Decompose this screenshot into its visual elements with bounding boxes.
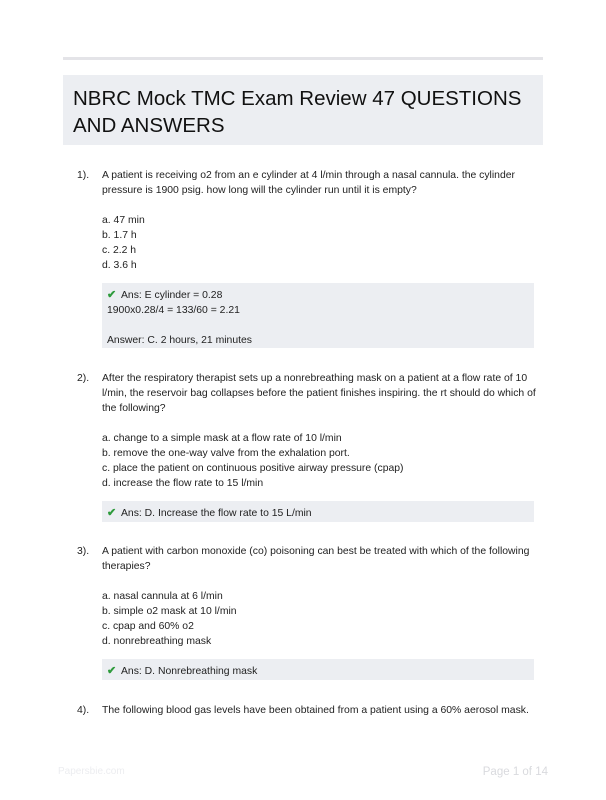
options-list (102, 589, 237, 649)
question-text: A patient is receiving o2 from an e cylinder at 4 l/min through a nasal cannula. the cylinder pressure is 1900 psig. how long will the cylinder run until it is empty? (102, 170, 515, 196)
answer-box (102, 501, 534, 522)
answer-text: Ans: E cylinder = 0.28 (121, 290, 223, 301)
answer-text (107, 318, 534, 333)
option-item: b. simple o2 mask at 10 l/min (102, 606, 237, 617)
check-icon: ✔ (107, 289, 117, 301)
option-item: b. 1.7 h (102, 230, 137, 241)
option-item: b. remove the one-way valve from the exhalation port. (102, 448, 350, 459)
answer-text: 1900x0.28/4 = 133/60 = 2.21 (107, 305, 240, 316)
check-icon: ✔ (107, 507, 117, 519)
option-item: c. 2.2 h (102, 245, 137, 256)
top-divider (63, 57, 543, 60)
option-item: d. nonrebreathing mask (102, 636, 212, 647)
options-list (102, 431, 404, 491)
option-item: c. cpap and 60% o2 (102, 621, 194, 632)
check-icon: ✔ (107, 665, 117, 677)
question-number: 4). (77, 705, 90, 716)
option-item: a. nasal cannula at 6 l/min (102, 591, 223, 602)
answer-text: Ans: D. Nonrebreathing mask (121, 666, 258, 677)
option-item: a. change to a simple mask at a flow rate of 10 l/min (102, 433, 342, 444)
footer-watermark: Papersbie.com (58, 766, 125, 777)
options-list (102, 213, 145, 273)
document-title: NBRC Mock TMC Exam Review 47 QUESTIONS AND ANSWERS (73, 87, 522, 137)
option-item: d. 3.6 h (102, 260, 137, 271)
question-number: 3). (77, 546, 90, 557)
option-item: c. place the patient on continuous positive airway pressure (cpap) (102, 463, 404, 474)
question-text: A patient with carbon monoxide (co) poisoning can best be treated with which of the following therapies? (102, 546, 530, 572)
question-text: The following blood gas levels have been obtained from a patient using a 60% aerosol mask. (102, 705, 529, 716)
answer-text: Ans: D. Increase the flow rate to 15 L/min (121, 508, 312, 519)
answer-box (102, 659, 534, 680)
option-item: d. increase the flow rate to 15 l/min (102, 478, 264, 489)
page-number: Page 1 of 14 (482, 766, 548, 778)
title-banner (63, 75, 543, 145)
option-item: a. 47 min (102, 215, 145, 226)
answer-box (102, 283, 534, 348)
question-text: After the respiratory therapist sets up a nonrebreathing mask on a patient at a flow rate of 10 l/min, the reservoir bag collapses before the patient finishes inspiring. the rt should do which of the following? (102, 373, 536, 414)
answer-text: Answer: C. 2 hours, 21 minutes (107, 335, 252, 346)
question-number: 1). (77, 170, 90, 181)
question-number: 2). (77, 373, 90, 384)
